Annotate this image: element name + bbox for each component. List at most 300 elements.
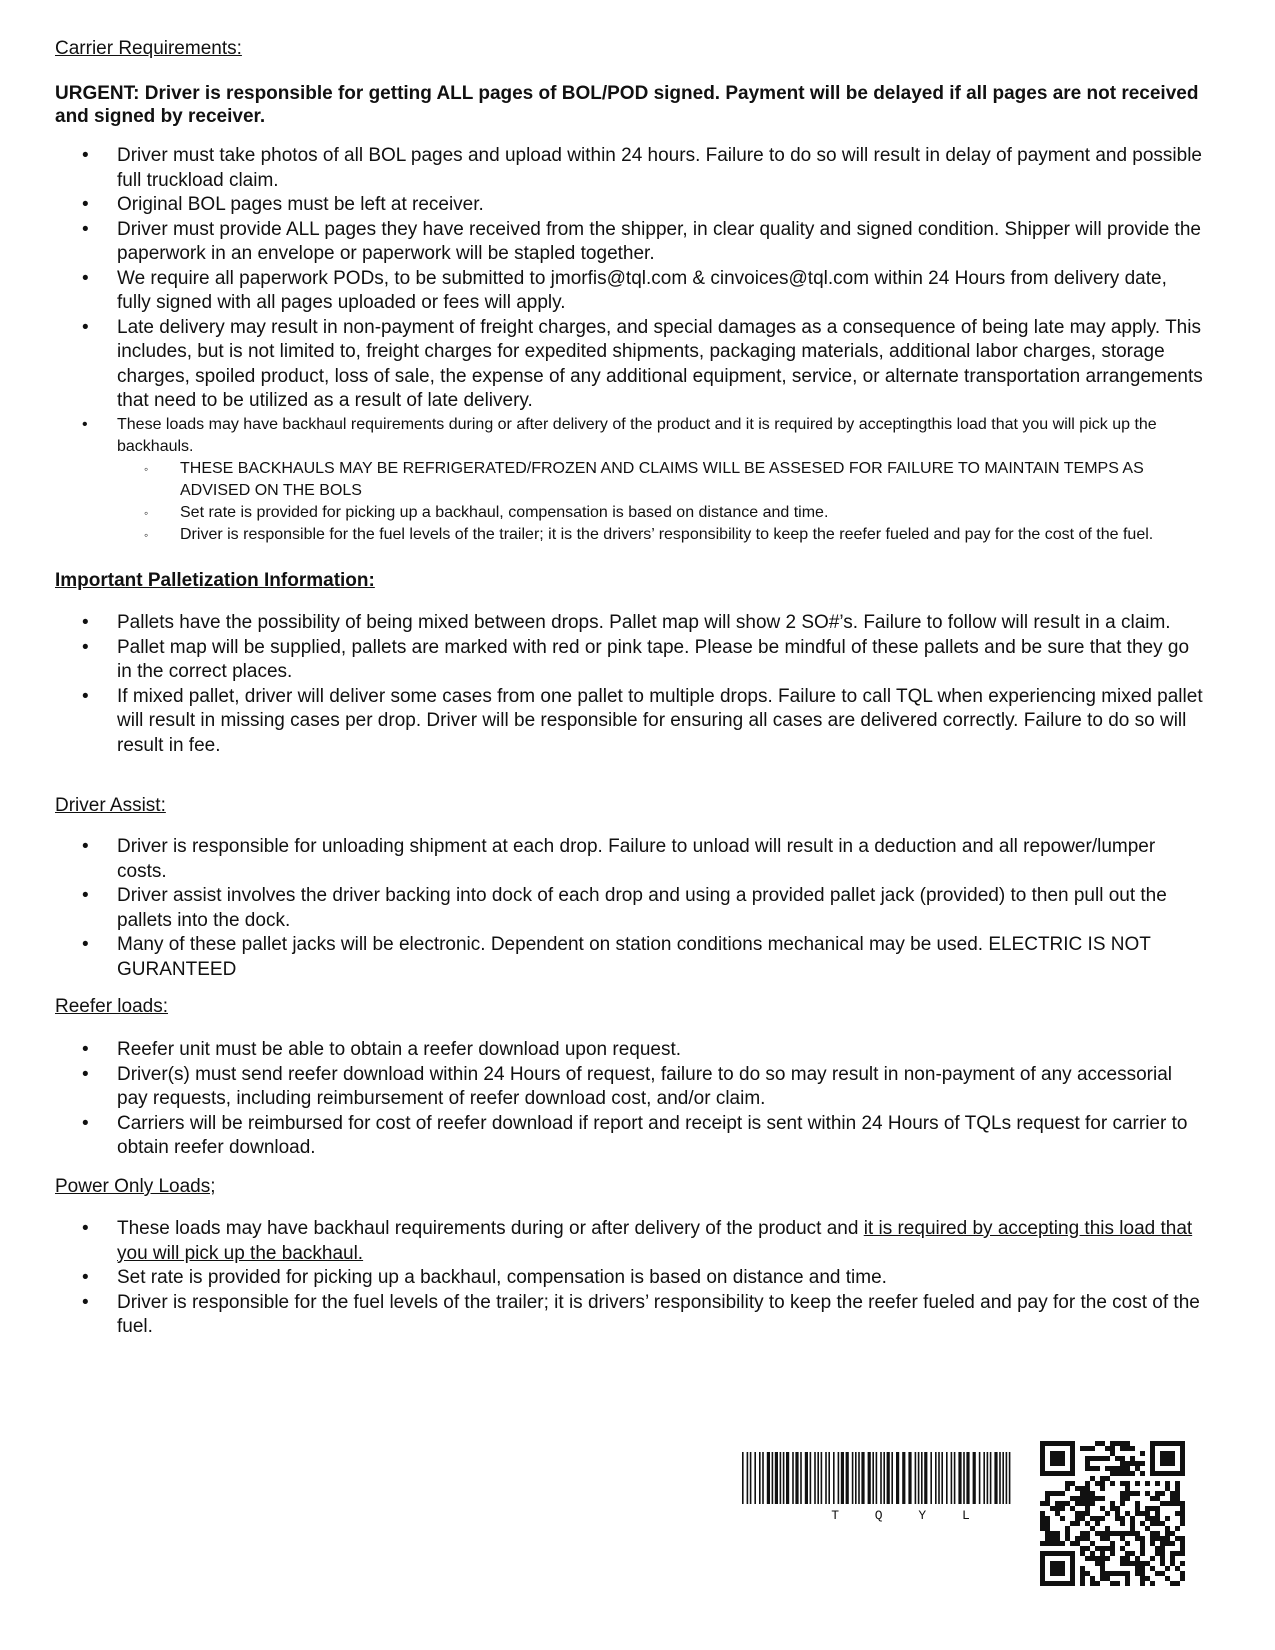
qr-module <box>1090 1476 1095 1481</box>
qr-module <box>1160 1521 1165 1526</box>
barcode-bar <box>966 1452 969 1504</box>
qr-module <box>1165 1486 1170 1491</box>
barcode-bar <box>810 1452 812 1504</box>
barcode-bar <box>921 1452 923 1504</box>
qr-module <box>1165 1501 1170 1506</box>
qr-module <box>1175 1501 1180 1506</box>
qr-module <box>1130 1461 1135 1466</box>
palletization-list <box>0 611 1275 758</box>
qr-module <box>1165 1516 1170 1521</box>
driver-assist-heading: Driver Assist: <box>55 795 166 816</box>
qr-module <box>1155 1521 1160 1526</box>
qr-module <box>1140 1551 1145 1556</box>
qr-module <box>1130 1471 1135 1476</box>
qr-module <box>1115 1456 1120 1461</box>
list-item-underlined-text: it is required by accepting this load that you will pick up the backhaul. <box>117 1218 1193 1264</box>
qr-module <box>1125 1486 1130 1491</box>
qr-module <box>1125 1481 1130 1486</box>
qr-module <box>1170 1561 1175 1566</box>
qr-module <box>1170 1581 1175 1586</box>
barcode-bar <box>786 1452 789 1504</box>
qr-module <box>1175 1551 1180 1556</box>
qr-module <box>1130 1551 1135 1556</box>
qr-module <box>1130 1531 1135 1536</box>
qr-module <box>1155 1571 1160 1576</box>
qr-module <box>1090 1556 1095 1561</box>
qr-module <box>1085 1511 1090 1516</box>
qr-module <box>1095 1496 1100 1501</box>
qr-module <box>1115 1571 1120 1576</box>
qr-module <box>1125 1461 1130 1466</box>
list-item: • Driver is responsible for unloading shipment at each drop. Failure to unload will result in a deduction and all repower/lumper costs. <box>0 835 1275 884</box>
qr-module <box>1120 1461 1125 1466</box>
qr-module <box>1155 1511 1160 1516</box>
qr-module <box>1040 1501 1045 1506</box>
qr-module <box>1110 1441 1115 1446</box>
qr-module <box>1090 1466 1095 1471</box>
qr-module <box>1140 1571 1145 1576</box>
qr-module <box>1135 1536 1140 1541</box>
barcode-bar <box>800 1452 802 1504</box>
list-item: • Driver is responsible for the fuel levels of the trailer; it is drivers’ responsibility to keep the reefer fueled and pay for the cost of the fuel. <box>0 1291 1275 1340</box>
qr-module <box>1080 1566 1085 1571</box>
qr-module <box>1080 1531 1085 1536</box>
qr-module <box>1080 1571 1085 1576</box>
qr-module <box>1080 1491 1085 1496</box>
qr-module <box>1090 1491 1095 1496</box>
qr-module <box>1045 1521 1050 1526</box>
list-item: • Driver must take photos of all BOL pages and upload within 24 hours. Failure to do so will result in delay of payment and possible full truckload claim. <box>0 144 1275 193</box>
qr-module <box>1090 1576 1095 1581</box>
qr-module <box>1135 1556 1140 1561</box>
qr-module <box>1180 1506 1185 1511</box>
qr-module <box>1105 1456 1110 1461</box>
qr-module <box>1170 1531 1175 1536</box>
qr-module <box>1070 1521 1075 1526</box>
qr-module <box>1055 1506 1060 1511</box>
barcode-bar <box>994 1452 997 1504</box>
qr-module <box>1135 1531 1140 1536</box>
qr-module <box>1145 1516 1150 1521</box>
qr-module <box>1120 1441 1125 1446</box>
qr-module <box>1135 1561 1140 1566</box>
qr-module <box>1125 1551 1130 1556</box>
barcode-bar <box>983 1452 985 1504</box>
barcode-bar <box>795 1452 798 1504</box>
list-item-text: These loads may have backhaul requirements during or after delivery of the product and it is required by acceptingthis load that you will pick up the backhauls. <box>117 415 1157 455</box>
list-item: • Pallet map will be supplied, pallets are marked with red or pink tape. Please be mindful of these pallets and be sure that they go in the correct places. <box>0 636 1275 685</box>
qr-module <box>1050 1536 1055 1541</box>
barcode-bar <box>872 1452 874 1504</box>
list-item: • Reefer unit must be able to obtain a reefer download upon request. <box>0 1038 1275 1063</box>
qr-module <box>1085 1501 1090 1506</box>
barcode-bar <box>855 1452 857 1504</box>
barcode-bar <box>792 1452 794 1504</box>
qr-code-graphic <box>1040 1441 1185 1586</box>
qr-module <box>1125 1556 1130 1561</box>
barcode-bar <box>951 1452 953 1504</box>
qr-module <box>1065 1531 1070 1536</box>
qr-module <box>1105 1446 1110 1451</box>
qr-module <box>1145 1506 1150 1511</box>
qr-module <box>1130 1521 1135 1526</box>
list-item-text: These loads may have backhaul requirements during or after delivery of the product and <box>117 1218 864 1239</box>
qr-module <box>1080 1501 1085 1506</box>
qr-module <box>1165 1526 1170 1531</box>
qr-module <box>1100 1571 1105 1576</box>
barcode-bar <box>852 1452 854 1504</box>
barcode-bar <box>883 1452 885 1504</box>
qr-module <box>1085 1506 1090 1511</box>
qr-module <box>1050 1491 1055 1496</box>
qr-module <box>1150 1521 1155 1526</box>
qr-module <box>1140 1521 1145 1526</box>
qr-module <box>1160 1536 1165 1541</box>
qr-module <box>1080 1551 1085 1556</box>
qr-module <box>1090 1516 1095 1521</box>
barcode-bar <box>938 1452 940 1504</box>
qr-module <box>1175 1496 1180 1501</box>
qr-module <box>1105 1576 1110 1581</box>
qr-module <box>1105 1556 1110 1561</box>
qr-module <box>1070 1541 1075 1546</box>
barcode-bar <box>828 1452 830 1504</box>
barcode-bar <box>838 1452 840 1504</box>
qr-module <box>1100 1456 1105 1461</box>
barcode-bar <box>963 1452 965 1504</box>
barcode-bar <box>805 1452 808 1504</box>
qr-module <box>1085 1481 1090 1486</box>
qr-module <box>1155 1481 1160 1486</box>
palletization-heading: Important Palletization Information: <box>55 570 375 591</box>
qr-module <box>1120 1531 1125 1536</box>
qr-module <box>1100 1566 1105 1571</box>
qr-module <box>1060 1506 1065 1511</box>
barcode-bar <box>780 1452 782 1504</box>
qr-module <box>1180 1546 1185 1551</box>
qr-module <box>1125 1541 1130 1546</box>
barcode-bar <box>868 1452 871 1504</box>
qr-module <box>1180 1511 1185 1516</box>
qr-module <box>1110 1551 1115 1556</box>
qr-module <box>1140 1511 1145 1516</box>
qr-module <box>1095 1516 1100 1521</box>
qr-module <box>1135 1466 1140 1471</box>
barcode-bar <box>747 1452 749 1504</box>
reefer-loads-heading: Reefer loads: <box>55 996 169 1017</box>
qr-module <box>1040 1511 1045 1516</box>
qr-module <box>1110 1471 1115 1476</box>
barcode-bar <box>958 1452 961 1504</box>
qr-module <box>1070 1481 1075 1486</box>
qr-module <box>1100 1561 1105 1566</box>
qr-module <box>1125 1446 1130 1451</box>
barcode-bar <box>979 1452 981 1504</box>
qr-module <box>1040 1516 1045 1521</box>
qr-module <box>1105 1466 1110 1471</box>
qr-module <box>1180 1516 1185 1521</box>
qr-module <box>1085 1496 1090 1501</box>
qr-module <box>1145 1481 1150 1486</box>
qr-module <box>1140 1471 1145 1476</box>
qr-module <box>1145 1491 1150 1496</box>
qr-module <box>1170 1541 1175 1546</box>
qr-module <box>1090 1526 1095 1531</box>
qr-module <box>1085 1556 1090 1561</box>
qr-module <box>1050 1541 1055 1546</box>
barcode-bar <box>754 1452 756 1504</box>
qr-module <box>1075 1516 1080 1521</box>
qr-module <box>1170 1551 1175 1556</box>
qr-module <box>1085 1521 1090 1526</box>
barcode-bar <box>775 1452 778 1504</box>
list-item <box>0 1217 1275 1266</box>
qr-module <box>1080 1446 1085 1451</box>
barcode-bar <box>876 1452 878 1504</box>
qr-module <box>1105 1526 1110 1531</box>
qr-module <box>1130 1526 1135 1531</box>
qr-module <box>1145 1526 1150 1531</box>
qr-module <box>1055 1511 1060 1516</box>
qr-module <box>1150 1556 1155 1561</box>
qr-module <box>1155 1536 1160 1541</box>
qr-module <box>1130 1491 1135 1496</box>
qr-module <box>1110 1451 1115 1456</box>
qr-module <box>1125 1471 1130 1476</box>
qr-module <box>1040 1526 1045 1531</box>
qr-module <box>1045 1541 1050 1546</box>
qr-module <box>1050 1506 1055 1511</box>
qr-module <box>1100 1441 1105 1446</box>
list-item: • Many of these pallet jacks will be electronic. Dependent on station conditions mechanical may be used. ELECTRIC IS NOT GURANTEED <box>0 933 1275 982</box>
qr-module <box>1145 1511 1150 1516</box>
qr-module <box>1065 1486 1070 1491</box>
qr-module <box>1080 1576 1085 1581</box>
qr-module <box>1050 1531 1055 1536</box>
barcode-bar <box>772 1452 774 1504</box>
qr-module <box>1160 1501 1165 1506</box>
barcode-bar <box>941 1452 943 1504</box>
qr-module <box>1175 1481 1180 1486</box>
qr-module <box>1145 1561 1150 1566</box>
qr-module <box>1135 1481 1140 1486</box>
barcode-bar <box>821 1452 823 1504</box>
qr-module <box>1075 1511 1080 1516</box>
barcode-bar <box>817 1452 819 1504</box>
qr-module <box>1095 1456 1100 1461</box>
qr-module <box>1110 1466 1115 1471</box>
barcode-bar <box>902 1452 905 1504</box>
qr-module <box>1180 1541 1185 1546</box>
barcode-bar <box>762 1452 764 1504</box>
qr-module <box>1125 1466 1130 1471</box>
qr-module <box>1090 1551 1095 1556</box>
qr-module <box>1160 1556 1165 1561</box>
qr-module <box>1040 1541 1045 1546</box>
barcode-bar <box>915 1452 917 1504</box>
qr-module <box>1155 1496 1160 1501</box>
qr-module <box>1095 1581 1100 1586</box>
barcode-bar <box>896 1452 899 1504</box>
barcode-bar <box>1002 1452 1004 1504</box>
qr-code <box>1040 1441 1185 1591</box>
qr-module <box>1110 1506 1115 1511</box>
qr-module <box>1075 1486 1080 1491</box>
qr-module <box>1115 1466 1120 1471</box>
qr-module <box>1125 1496 1130 1501</box>
qr-module <box>1135 1511 1140 1516</box>
qr-module <box>1095 1561 1100 1566</box>
sub-list-item: ◦ THESE BACKHAULS MAY BE REFRIGERATED/FROZEN AND CLAIMS WILL BE ASSESED FOR FAILURE TO MAINTAIN TEMPS AS ADVISED ON THE BOLS <box>117 458 1205 502</box>
qr-module <box>1120 1481 1125 1486</box>
qr-module <box>1155 1551 1160 1556</box>
qr-module <box>1055 1531 1060 1536</box>
barcode-bar <box>767 1452 770 1504</box>
qr-module <box>1060 1501 1065 1506</box>
barcode-bar <box>987 1452 989 1504</box>
qr-module <box>1155 1491 1160 1496</box>
qr-module <box>1165 1536 1170 1541</box>
qr-module <box>1155 1516 1160 1521</box>
barcode-bar <box>924 1452 927 1504</box>
qr-module <box>1115 1506 1120 1511</box>
qr-module <box>1125 1441 1130 1446</box>
power-only-list <box>0 1217 1275 1340</box>
barcode <box>740 1452 1015 1527</box>
qr-module <box>1080 1581 1085 1586</box>
qr-module <box>1065 1536 1070 1541</box>
qr-module <box>1055 1491 1060 1496</box>
qr-module <box>1105 1476 1110 1481</box>
qr-module <box>1150 1496 1155 1501</box>
qr-module <box>1110 1546 1115 1551</box>
qr-finder-inner <box>1050 1451 1065 1466</box>
qr-module <box>1125 1576 1130 1581</box>
qr-module <box>1150 1566 1155 1571</box>
list-item: • If mixed pallet, driver will deliver some cases from one pallet to multiple drops. Failure to call TQL when experiencing mixed pallet will result in missing cases per drop. Driver will be responsible for ensuring all cases are delivered correctly. Failure to do so will result in fee. <box>0 685 1275 759</box>
urgent-notice: URGENT: Driver is responsible for getting ALL pages of BOL/POD signed. Payment will be delayed if all pages are not received and signed by receiver. <box>55 83 1199 127</box>
qr-module <box>1140 1576 1145 1581</box>
qr-module <box>1075 1501 1080 1506</box>
qr-module <box>1100 1496 1105 1501</box>
barcode-bar <box>999 1452 1001 1504</box>
qr-module <box>1115 1441 1120 1446</box>
qr-module <box>1120 1546 1125 1551</box>
qr-module <box>1120 1521 1125 1526</box>
qr-module <box>1150 1531 1155 1536</box>
qr-module <box>1180 1536 1185 1541</box>
qr-module <box>1120 1446 1125 1451</box>
qr-module <box>1135 1491 1140 1496</box>
qr-module <box>1080 1546 1085 1551</box>
qr-module <box>1180 1576 1185 1581</box>
carrier-requirements-heading: Carrier Requirements: <box>55 38 242 59</box>
qr-module <box>1100 1556 1105 1561</box>
qr-module <box>1090 1501 1095 1506</box>
barcode-bar <box>841 1452 844 1504</box>
qr-module <box>1125 1491 1130 1496</box>
qr-module <box>1085 1486 1090 1491</box>
qr-module <box>1125 1561 1130 1566</box>
qr-module <box>1115 1581 1120 1586</box>
barcode-bar <box>858 1452 860 1504</box>
barcode-text: T Q Y L <box>831 1508 984 1523</box>
qr-module <box>1140 1566 1145 1571</box>
qr-module <box>1175 1536 1180 1541</box>
barcode-bar <box>990 1452 992 1504</box>
qr-module <box>1130 1516 1135 1521</box>
qr-module <box>1080 1536 1085 1541</box>
qr-module <box>1065 1501 1070 1506</box>
qr-module <box>1095 1546 1100 1551</box>
qr-module <box>1110 1446 1115 1451</box>
qr-module <box>1140 1451 1145 1456</box>
qr-module <box>1115 1531 1120 1536</box>
qr-module <box>1090 1446 1095 1451</box>
qr-module <box>1095 1441 1100 1446</box>
qr-module <box>1140 1561 1145 1566</box>
qr-module <box>1095 1531 1100 1536</box>
barcode-bar <box>742 1452 744 1504</box>
qr-module <box>1150 1541 1155 1546</box>
qr-module <box>1085 1536 1090 1541</box>
qr-module <box>1100 1481 1105 1486</box>
qr-module <box>1045 1526 1050 1531</box>
qr-module <box>1045 1491 1050 1496</box>
qr-module <box>1125 1531 1130 1536</box>
qr-module <box>1095 1481 1100 1486</box>
list-item: • Original BOL pages must be left at receiver. <box>0 193 1275 218</box>
qr-module <box>1120 1561 1125 1566</box>
qr-module <box>1165 1481 1170 1486</box>
barcode-bar <box>946 1452 948 1504</box>
qr-module <box>1150 1506 1155 1511</box>
qr-module <box>1085 1456 1090 1461</box>
qr-module <box>1125 1511 1130 1516</box>
barcode-bar <box>935 1452 937 1504</box>
barcode-bar <box>833 1452 835 1504</box>
qr-module <box>1180 1561 1185 1566</box>
qr-module <box>1160 1546 1165 1551</box>
qr-module <box>1120 1536 1125 1541</box>
sub-list-item: ◦ Driver is responsible for the fuel levels of the trailer; it is the drivers’ responsibility to keep the reefer fueled and pay for the cost of the fuel. <box>117 524 1205 546</box>
qr-module <box>1115 1511 1120 1516</box>
qr-module <box>1120 1466 1125 1471</box>
qr-module <box>1140 1536 1145 1541</box>
qr-module <box>1175 1511 1180 1516</box>
qr-module <box>1085 1546 1090 1551</box>
qr-module <box>1170 1501 1175 1506</box>
qr-module <box>1160 1551 1165 1556</box>
qr-module <box>1140 1546 1145 1551</box>
qr-module <box>1105 1531 1110 1536</box>
driver-assist-list <box>0 835 1275 982</box>
qr-module <box>1065 1526 1070 1531</box>
qr-module <box>1100 1531 1105 1536</box>
qr-module <box>1180 1551 1185 1556</box>
qr-module <box>1065 1481 1070 1486</box>
qr-module <box>1045 1516 1050 1521</box>
qr-module <box>1130 1561 1135 1566</box>
qr-module <box>1175 1526 1180 1531</box>
barcode-bar <box>846 1452 849 1504</box>
barcode-bar <box>891 1452 893 1504</box>
qr-module <box>1130 1446 1135 1451</box>
qr-module <box>1090 1496 1095 1501</box>
list-item-backhauls <box>0 414 1275 546</box>
qr-module <box>1155 1531 1160 1536</box>
qr-module <box>1095 1521 1100 1526</box>
